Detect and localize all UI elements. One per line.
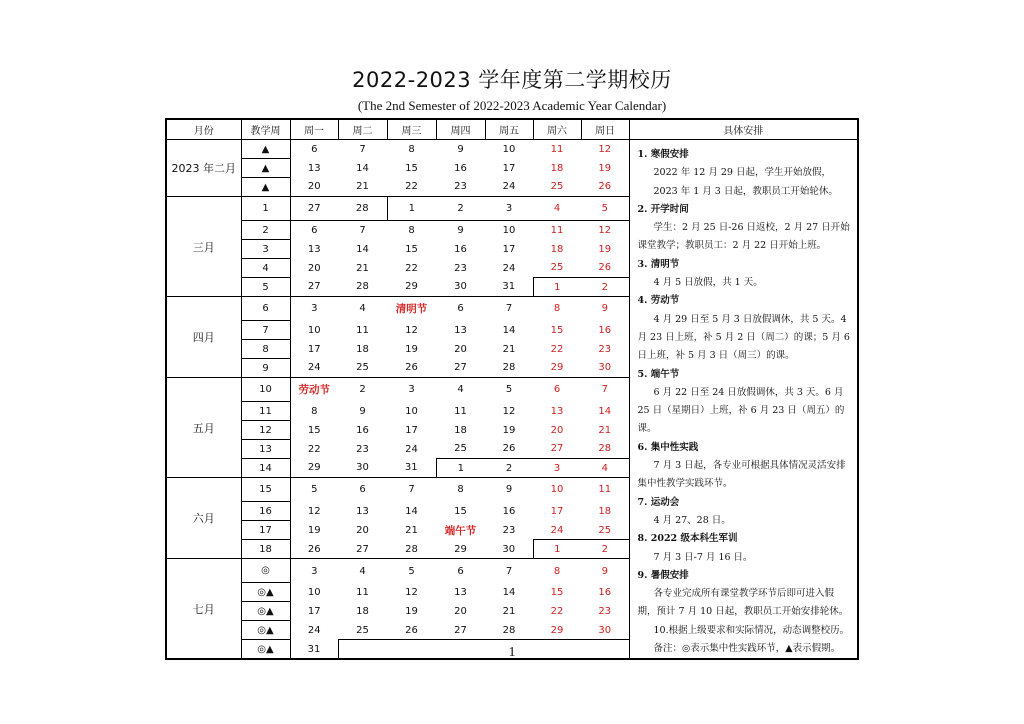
day-cell: 6 xyxy=(338,478,387,502)
day-cell: 27 xyxy=(290,197,338,221)
day-cell: 4 xyxy=(338,297,387,321)
day-cell: 7 xyxy=(485,297,533,321)
day-cell: 8 xyxy=(533,297,581,321)
day-cell: 17 xyxy=(405,424,418,436)
note-heading: 2. 开学时间 xyxy=(637,203,689,215)
day-cell: 21 xyxy=(502,605,516,617)
day-cell: 23 xyxy=(356,443,369,455)
header-sun: 周日 xyxy=(581,119,629,140)
day-cell: 9 xyxy=(359,405,366,417)
day-cell: 26 xyxy=(598,181,612,193)
day-cell: 23 xyxy=(598,343,612,355)
day-cell: 9 xyxy=(581,297,629,321)
day-cell: 30 xyxy=(598,624,612,636)
day-cell: 1 xyxy=(387,197,436,221)
day-cell: 31 xyxy=(307,643,321,655)
day-cell: 24 xyxy=(502,181,516,193)
day-cell: 24 xyxy=(307,362,321,374)
day-cell: 27 xyxy=(356,543,369,555)
day-cell: 17 xyxy=(502,162,516,174)
note-heading: 6. 集中性实践 xyxy=(637,441,699,453)
day-cell: 20 xyxy=(356,524,369,536)
day-cell: 6 xyxy=(533,378,581,402)
day-cell: 16 xyxy=(502,505,516,517)
day-cell: 27 xyxy=(454,362,467,374)
day-cell: 18 xyxy=(356,605,369,617)
day-cell: 7 xyxy=(581,378,629,402)
day-cell: 12 xyxy=(502,405,516,417)
day-cell: 10 xyxy=(307,324,321,336)
day-cell: 24 xyxy=(405,443,418,455)
day-cell: 10 xyxy=(485,140,533,159)
teaching-week: 18 xyxy=(241,540,290,559)
day-cell: 17 xyxy=(307,343,321,355)
day-cell: 8 xyxy=(533,559,581,583)
day-cell: 3 xyxy=(290,297,338,321)
day-cell: 3 xyxy=(290,559,338,583)
day-cell: 2 xyxy=(485,459,533,478)
teaching-week: 9 xyxy=(241,359,290,378)
month-label: 四月 xyxy=(166,297,241,378)
day-cell: 1 xyxy=(533,540,581,559)
note-heading: 8. 2022 级本科生军训 xyxy=(637,533,738,545)
day-cell: 2 xyxy=(581,278,629,297)
day-cell: 4 xyxy=(581,459,629,478)
note-heading: 5. 端午节 xyxy=(637,368,680,380)
note-text: 7 月 3 日-7 月 16 日。 xyxy=(653,551,753,563)
day-cell: 5 xyxy=(387,559,436,583)
note-text: 学生：2 月 25 日-26 日返校，2 月 27 日开始课堂教学；教职员工：2 月 22 日开始上班。 xyxy=(637,222,850,252)
day-cell: 6 xyxy=(290,140,338,159)
day-cell: 17 xyxy=(550,505,564,517)
day-cell: 8 xyxy=(387,140,436,159)
day-cell: 30 xyxy=(356,462,369,474)
day-cell: 6 xyxy=(436,559,485,583)
day-cell: 2 xyxy=(338,378,387,402)
note-text: 各专业完成所有课堂教学环节后即可进入假期，预计 7 月 10 日起，教职员工开始安排轮休。 xyxy=(637,588,849,618)
note-heading: 4. 劳动节 xyxy=(637,295,680,307)
day-cell: 13 xyxy=(307,162,321,174)
day-cell: 24 xyxy=(307,624,321,636)
teaching-week: 15 xyxy=(241,478,290,502)
day-cell: 21 xyxy=(598,424,612,436)
day-cell: 25 xyxy=(550,262,564,274)
month-label: 五月 xyxy=(166,378,241,478)
page-number: 1 xyxy=(508,645,516,660)
day-cell: 7 xyxy=(338,140,387,159)
day-cell: 23 xyxy=(454,262,467,274)
month-label: 七月 xyxy=(166,559,241,660)
teaching-week: 1 xyxy=(241,197,290,221)
header-arrangements: 具体安排 xyxy=(629,119,858,140)
day-cell: 7 xyxy=(387,478,436,502)
teaching-week: 13 xyxy=(241,440,290,459)
day-cell: 5 xyxy=(581,197,629,221)
note-text: 4 月 5 日放假，共 1 天。 xyxy=(653,277,763,289)
day-cell: 24 xyxy=(502,262,516,274)
day-cell: 19 xyxy=(502,424,516,436)
day-cell: 18 xyxy=(356,343,369,355)
note-heading: 1. 寒假安排 xyxy=(637,149,689,160)
day-cell: 12 xyxy=(581,221,629,240)
day-cell: 29 xyxy=(405,281,418,293)
day-cell: 4 xyxy=(436,378,485,402)
holiday-cell: 劳动节 xyxy=(290,378,338,402)
day-cell: 28 xyxy=(598,443,612,455)
note-text: 2022 年 12 月 29 日起，学生开始放假， xyxy=(653,167,831,179)
day-cell: 16 xyxy=(454,243,467,255)
day-cell: 18 xyxy=(598,505,612,517)
day-cell: 14 xyxy=(502,586,516,598)
day-cell: 4 xyxy=(338,559,387,583)
day-cell: 14 xyxy=(502,324,516,336)
day-cell: 25 xyxy=(454,443,467,455)
day-cell: 15 xyxy=(550,586,564,598)
day-cell: 8 xyxy=(387,221,436,240)
day-cell: 2 xyxy=(581,540,629,559)
note-text: 备注：◎表示集中性实践环节，▲表示假期。 xyxy=(653,643,841,655)
day-cell: 10 xyxy=(533,478,581,502)
day-cell: 29 xyxy=(454,543,467,555)
teaching-week: ◎▲ xyxy=(241,583,290,602)
day-cell: 25 xyxy=(356,624,369,636)
teaching-week: ▲ xyxy=(241,178,290,197)
day-cell: 9 xyxy=(485,478,533,502)
month-label: 2023 年二月 xyxy=(166,140,241,197)
teaching-week: ◎▲ xyxy=(241,621,290,640)
day-cell: 13 xyxy=(454,586,467,598)
teaching-week: 17 xyxy=(241,521,290,540)
day-cell: 1 xyxy=(436,459,485,478)
day-cell: 15 xyxy=(454,505,467,517)
header-row xyxy=(166,119,858,140)
day-cell: 19 xyxy=(598,243,612,255)
day-cell: 13 xyxy=(550,405,564,417)
day-cell: 21 xyxy=(356,262,369,274)
day-cell: 28 xyxy=(502,624,516,636)
month-label: 三月 xyxy=(166,197,241,297)
day-cell: 23 xyxy=(454,181,467,193)
day-cell: 10 xyxy=(307,586,321,598)
day-cell: 28 xyxy=(338,197,387,221)
day-cell: 18 xyxy=(550,162,564,174)
note-heading: 7. 运动会 xyxy=(637,496,680,508)
day-cell: 14 xyxy=(356,243,369,255)
day-cell: 5 xyxy=(485,378,533,402)
day-cell: 26 xyxy=(405,362,418,374)
note-text: 4 月 29 日至 5 月 3 日放假调休，共 5 天。4 月 23 日上班，补 5 月 2 日（周二）的课；5 月 6 日上班，补 5 月 3 日（周三）的课。 xyxy=(637,313,850,362)
teaching-week: ◎▲ xyxy=(241,640,290,660)
arrangement-notes xyxy=(629,140,858,660)
day-cell: 18 xyxy=(454,424,467,436)
day-cell: 29 xyxy=(307,462,321,474)
day-cell: 27 xyxy=(550,443,564,455)
day-cell: 14 xyxy=(356,162,369,174)
day-cell: 25 xyxy=(356,362,369,374)
teaching-week: 14 xyxy=(241,459,290,478)
day-cell: 20 xyxy=(307,262,321,274)
day-cell: 6 xyxy=(436,297,485,321)
teaching-week: 16 xyxy=(241,502,290,521)
day-cell: 26 xyxy=(307,543,321,555)
day-cell: 2 xyxy=(436,197,485,221)
header-wed: 周三 xyxy=(387,119,436,140)
note-text: 10.根据上级要求和实际情况，动态调整校历。 xyxy=(653,624,850,636)
page-title: 2022-2023 学年度第二学期校历 xyxy=(352,68,672,92)
day-cell: 15 xyxy=(405,162,418,174)
day-cell: 19 xyxy=(405,343,418,355)
day-cell: 22 xyxy=(550,605,564,617)
header-mon: 周一 xyxy=(290,119,338,140)
day-cell: 21 xyxy=(356,181,369,193)
holiday-cell: 端午节 xyxy=(444,524,477,537)
day-cell: 8 xyxy=(311,405,318,417)
header-thu: 周四 xyxy=(436,119,485,140)
teaching-week: ▲ xyxy=(241,159,290,178)
day-cell: 20 xyxy=(550,424,564,436)
day-cell: 7 xyxy=(338,221,387,240)
day-cell: 30 xyxy=(502,543,516,555)
teaching-week: 4 xyxy=(241,259,290,278)
day-cell: 22 xyxy=(307,443,321,455)
calendar-table xyxy=(165,118,859,660)
note-text: 4 月 27、28 日。 xyxy=(653,514,731,526)
day-cell: 10 xyxy=(405,405,418,417)
day-cell: 14 xyxy=(598,405,612,417)
note-text: 6 月 22 日至 24 日放假调休，共 3 天。6 月 25 日（星期日）上班，补 6 月 23 日（周五）的课。 xyxy=(637,386,845,435)
day-cell: 20 xyxy=(454,343,467,355)
day-cell: 16 xyxy=(598,586,612,598)
day-cell: 19 xyxy=(307,524,321,536)
day-cell: 15 xyxy=(405,243,418,255)
header-fri: 周五 xyxy=(485,119,533,140)
header-sat: 周六 xyxy=(533,119,581,140)
note-text: 7 月 3 日起，各专业可根据具体情况灵活安排集中性教学实践环节。 xyxy=(637,460,846,490)
day-cell: 26 xyxy=(405,624,418,636)
day-cell: 26 xyxy=(598,262,612,274)
day-cell: 11 xyxy=(454,405,467,417)
teaching-week: 11 xyxy=(241,402,290,421)
teaching-week: 3 xyxy=(241,240,290,259)
day-cell: 13 xyxy=(356,505,369,517)
teaching-week: ◎▲ xyxy=(241,602,290,621)
day-cell: 12 xyxy=(581,140,629,159)
day-cell: 8 xyxy=(436,478,485,502)
day-cell: 28 xyxy=(405,543,418,555)
day-cell: 3 xyxy=(387,378,436,402)
week-row xyxy=(166,140,858,159)
day-cell: 3 xyxy=(485,197,533,221)
day-cell: 16 xyxy=(356,424,369,436)
teaching-week: 2 xyxy=(241,221,290,240)
day-cell: 7 xyxy=(485,559,533,583)
day-cell: 5 xyxy=(290,478,338,502)
teaching-week: ▲ xyxy=(241,140,290,159)
day-cell: 9 xyxy=(581,559,629,583)
note-heading: 9. 暑假安排 xyxy=(637,569,689,581)
day-cell: 29 xyxy=(550,362,564,374)
day-cell: 17 xyxy=(502,243,516,255)
day-cell: 11 xyxy=(356,324,369,336)
day-cell: 15 xyxy=(550,324,564,336)
day-cell: 10 xyxy=(485,221,533,240)
day-cell: 1 xyxy=(533,278,581,297)
day-cell: 31 xyxy=(404,462,418,474)
day-cell: 27 xyxy=(454,624,467,636)
note-heading: 3. 清明节 xyxy=(637,258,680,270)
day-cell: 12 xyxy=(405,324,418,336)
day-cell: 4 xyxy=(533,197,581,221)
day-cell: 13 xyxy=(454,324,467,336)
day-cell: 12 xyxy=(307,505,321,517)
holiday-cell: 清明节 xyxy=(387,297,436,321)
day-cell: 23 xyxy=(598,605,612,617)
day-cell: 22 xyxy=(550,343,564,355)
teaching-week: 6 xyxy=(241,297,290,321)
day-cell: 17 xyxy=(307,605,321,617)
day-cell: 16 xyxy=(454,162,467,174)
day-cell: 25 xyxy=(550,181,564,193)
note-text: 2023 年 1 月 3 日起，教职员工开始轮休。 xyxy=(653,185,838,197)
day-cell: 18 xyxy=(550,243,564,255)
day-cell: 13 xyxy=(307,243,321,255)
day-cell: 19 xyxy=(405,605,418,617)
day-cell: 24 xyxy=(550,524,564,536)
teaching-week: 12 xyxy=(241,421,290,440)
month-label: 六月 xyxy=(166,478,241,559)
day-cell: 11 xyxy=(533,221,581,240)
day-cell: 21 xyxy=(502,343,516,355)
day-cell: 3 xyxy=(533,459,581,478)
day-cell: 6 xyxy=(290,221,338,240)
day-cell: 30 xyxy=(598,362,612,374)
day-cell: 25 xyxy=(598,524,612,536)
day-cell: 11 xyxy=(356,586,369,598)
page-subtitle: (The 2nd Semester of 2022-2023 Academic Year Calendar) xyxy=(357,98,667,113)
teaching-week: 5 xyxy=(241,278,290,297)
day-cell: 27 xyxy=(307,281,321,293)
teaching-week: ◎ xyxy=(241,559,290,583)
header-tue: 周二 xyxy=(338,119,387,140)
day-cell: 30 xyxy=(454,281,467,293)
day-cell: 12 xyxy=(405,586,418,598)
day-cell: 29 xyxy=(550,624,564,636)
day-cell: 26 xyxy=(502,443,516,455)
teaching-week: 10 xyxy=(241,378,290,402)
day-cell: 16 xyxy=(598,324,612,336)
day-cell: 15 xyxy=(307,424,321,436)
day-cell: 21 xyxy=(405,524,418,536)
day-cell: 31 xyxy=(502,281,516,293)
day-cell: 20 xyxy=(454,605,467,617)
day-cell: 9 xyxy=(436,140,485,159)
header-week: 教学周 xyxy=(241,119,290,140)
teaching-week: 7 xyxy=(241,321,290,340)
day-cell: 23 xyxy=(502,524,516,536)
day-cell: 9 xyxy=(436,221,485,240)
day-cell: 11 xyxy=(581,478,629,502)
day-cell: 22 xyxy=(405,181,418,193)
day-cell: 11 xyxy=(533,140,581,159)
day-cell: 22 xyxy=(405,262,418,274)
day-cell: 28 xyxy=(356,281,369,293)
teaching-week: 8 xyxy=(241,340,290,359)
day-cell: 14 xyxy=(405,505,418,517)
header-month: 月份 xyxy=(166,119,241,140)
day-cell: 19 xyxy=(598,162,612,174)
day-cell: 20 xyxy=(307,181,321,193)
day-cell: 28 xyxy=(502,362,516,374)
